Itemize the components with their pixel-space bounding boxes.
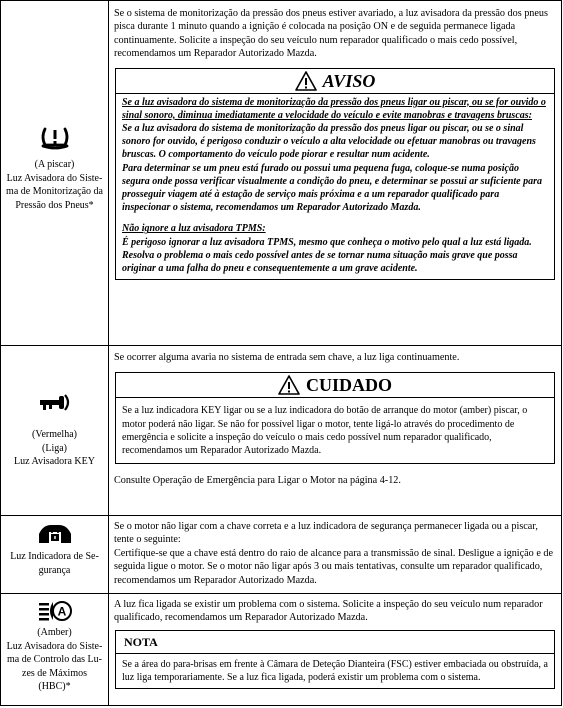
icon-cell	[1, 516, 109, 594]
label-line: Luz Avisadora do Siste-	[6, 640, 103, 652]
aviso-heading: Se a luz avisadora do sistema de monitorização da pressão dos pneus ligar ou piscar, ou se for ouvido o sinal sonoro, diminua imediatamente a velocidade do veículo e evite manobras e travagens bruscas:	[122, 96, 546, 121]
security-indicator-icon	[37, 523, 73, 547]
table-row	[1, 346, 562, 516]
description-cell	[109, 516, 562, 594]
description-text: Certifique-se que a chave está dentro do raio de alcance para a transmissão de sinal. Desligue a ignição e de seguida ligue o motor. Se o motor não ligar após 3 ou mais tentativas, consulte um reparador qualificado, recomendamos um Reparador Autorizado Mazda.	[114, 547, 554, 586]
cuidado-box	[115, 372, 555, 464]
aviso-title	[116, 69, 554, 94]
description-text: A luz fica ligada se existir um problema com o sistema. Solicite a inspeção do seu veículo num reparador qualificado, recomendamos um Reparador Autorizado Mazda.	[114, 599, 543, 624]
description-text: Se o sistema de monitorização da pressão dos pneus estiver avariado, a luz avisadora da pressão dos pneus pisca durante 1 minuto quando a ignição é colocada na posição ON e de seguida permanece ligada continuamente. Solicite a inspeção do seu veículo num reparador qualificado o mais cedo possível, recomendamos um Reparador Autorizado Mazda.	[114, 8, 548, 60]
icon-cell	[1, 594, 109, 706]
nota-paragraph: Se a área do para-brisas em frente à Câmara de Deteção Dianteira (FSC) estiver embaciada ou obstruída, a luz liga temporariamente. Se a luz fica ligada, poderá existir um problema com o sistema.	[122, 658, 548, 684]
high-beam-control-icon	[37, 600, 73, 622]
table-row	[1, 516, 562, 594]
cuidado-paragraph: Se a luz indicadora KEY ligar ou se a luz indicadora do botão de arranque do motor (amber) piscar, o motor poderá não ligar. Se não for possível ligar o motor, tente ligá-lo através do procedimento de emergência e solicite a inspeção do veículo o mais cedo possível num reparador qualificado, recomendamos um Reparador Autorizado Mazda.	[122, 405, 528, 457]
aviso-box	[115, 68, 555, 281]
description-text: Se o motor não ligar com a chave correta e a luz indicadora de segurança permanecer ligada ou a piscar, tente o seguinte:	[114, 521, 538, 546]
label-line: Luz Avisadora KEY	[14, 456, 95, 467]
aviso-paragraph: Para determinar se um pneu está furado ou possui uma pequena fuga, coloque-se numa posição segura onde possa verificar visualmente a condição do pneu, e determinar se possui ar suficiente para prosseguir viagem até à estação de serviço mais próxima e a um reparador qualificado para inspecionar o sistema, recomendamos um Reparador Autorizado Mazda.	[122, 162, 542, 214]
tire-pressure-warning-icon	[40, 125, 70, 151]
aviso-paragraph: É perigoso ignorar a luz avisadora TPMS, mesmo que conheça o motivo pelo qual a luz está ligada. Resolva o problema o mais cedo possível antes de se tornar numa situação mais grave que possa originar a uma falha do pneu e consequentemente a um grave acidente.	[122, 236, 532, 275]
table-row	[1, 1, 562, 346]
label-line: gurança	[38, 564, 71, 576]
table-row	[1, 594, 562, 706]
aviso-label: AVISO	[322, 70, 376, 91]
description-cell	[109, 1, 562, 346]
label-line: ma de Monitorização da	[6, 186, 103, 197]
description-text: Se ocorrer alguma avaria no sistema de entrada sem chave, a luz liga continuamente.	[114, 352, 460, 363]
label-line: (HBC)*	[38, 681, 71, 692]
warning-triangle-icon	[295, 71, 317, 91]
nota-title	[116, 631, 554, 654]
warning-triangle-icon	[278, 375, 300, 395]
label-line: (A piscar)	[34, 159, 75, 170]
aviso-paragraph: Se a luz avisadora do sistema de monitorização da pressão dos pneus ligar ou piscar, ou se o sinal sonoro for ouvido, é perigoso conduzir o veículo a alta velocidade ou efetuar manobras ou travagens bruscas. O comportamento do veículo pode piorar e resultar num acidente.	[122, 123, 536, 161]
aviso-heading: Não ignore a luz avisadora TPMS:	[122, 223, 266, 235]
label-line: (Amber)	[37, 627, 72, 638]
svg-text:A: A	[57, 604, 66, 619]
label-line: ma de Controlo das Lu-	[7, 654, 102, 665]
label-line: Luz Indicadora de Se-	[10, 551, 99, 562]
nota-label: NOTA	[124, 634, 158, 649]
description-cell	[109, 594, 562, 706]
icon-cell	[1, 346, 109, 516]
label-line: zes de Máximos	[22, 667, 87, 679]
cuidado-title	[116, 373, 554, 398]
icon-cell	[1, 1, 109, 346]
description-cell	[109, 346, 562, 516]
label-line: (Vermelha)	[32, 429, 77, 440]
key-warning-icon	[38, 392, 72, 416]
label-line: Luz Avisadora do Siste-	[6, 172, 103, 184]
label-line: (Liga)	[42, 442, 67, 454]
reference-text: Consulte Operação de Emergência para Ligar o Motor na página 4-12.	[114, 475, 401, 487]
cuidado-label: CUIDADO	[305, 375, 392, 396]
nota-box	[115, 630, 555, 689]
label-line: Pressão dos Pneus*	[15, 199, 94, 211]
